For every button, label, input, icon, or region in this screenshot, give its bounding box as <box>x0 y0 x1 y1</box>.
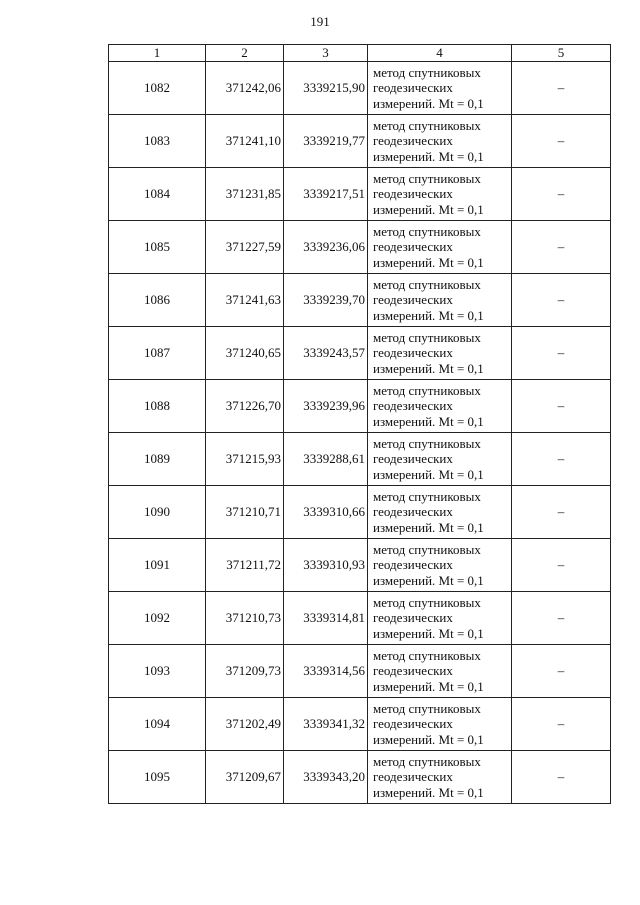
method-line: метод спутниковых <box>373 382 481 398</box>
x-coordinate-cell: 371241,63 <box>206 274 284 327</box>
method-cell <box>368 486 512 539</box>
table-row <box>109 751 611 804</box>
table-row <box>109 433 611 486</box>
method-cell <box>368 168 512 221</box>
method-line: метод спутниковых <box>373 647 481 663</box>
table-row <box>109 592 611 645</box>
x-coordinate-cell: 371226,70 <box>206 380 284 433</box>
point-number-cell: 1084 <box>109 168 206 221</box>
note-cell: – <box>512 539 611 592</box>
table-row <box>109 168 611 221</box>
y-coordinate-cell: 3339343,20 <box>284 751 368 804</box>
method-line: геодезических <box>373 504 453 520</box>
method-line: метод спутниковых <box>373 435 481 451</box>
method-line: измерений. Mt = 0,1 <box>373 572 484 588</box>
method-line: метод спутниковых <box>373 170 481 186</box>
method-cell <box>368 539 512 592</box>
point-number-cell: 1085 <box>109 221 206 274</box>
method-line: измерений. Mt = 0,1 <box>373 625 484 641</box>
y-coordinate-cell: 3339288,61 <box>284 433 368 486</box>
point-number-cell: 1082 <box>109 62 206 115</box>
table-row <box>109 274 611 327</box>
note-cell: – <box>512 380 611 433</box>
method-line: метод спутниковых <box>373 594 481 610</box>
method-line: измерений. Mt = 0,1 <box>373 784 484 800</box>
point-number-cell: 1093 <box>109 645 206 698</box>
x-coordinate-cell: 371241,10 <box>206 115 284 168</box>
column-header-2: 2 <box>206 45 284 62</box>
method-line: геодезических <box>373 133 453 149</box>
method-cell <box>368 751 512 804</box>
method-cell <box>368 327 512 380</box>
x-coordinate-cell: 371211,72 <box>206 539 284 592</box>
y-coordinate-cell: 3339217,51 <box>284 168 368 221</box>
method-line: измерений. Mt = 0,1 <box>373 413 484 429</box>
table-row <box>109 539 611 592</box>
column-header-4: 4 <box>368 45 512 62</box>
table-row <box>109 380 611 433</box>
method-line: геодезических <box>373 716 453 732</box>
method-line: геодезических <box>373 769 453 785</box>
note-cell: – <box>512 168 611 221</box>
column-header-3: 3 <box>284 45 368 62</box>
method-cell <box>368 698 512 751</box>
method-line: метод спутниковых <box>373 276 481 292</box>
method-cell <box>368 62 512 115</box>
point-number-cell: 1094 <box>109 698 206 751</box>
y-coordinate-cell: 3339314,56 <box>284 645 368 698</box>
method-line: измерений. Mt = 0,1 <box>373 254 484 270</box>
note-cell: – <box>512 327 611 380</box>
y-coordinate-cell: 3339310,66 <box>284 486 368 539</box>
method-line: измерений. Mt = 0,1 <box>373 95 484 111</box>
point-number-cell: 1083 <box>109 115 206 168</box>
note-cell: – <box>512 645 611 698</box>
point-number-cell: 1089 <box>109 433 206 486</box>
method-cell <box>368 433 512 486</box>
y-coordinate-cell: 3339243,57 <box>284 327 368 380</box>
method-line: геодезических <box>373 80 453 96</box>
method-line: геодезических <box>373 451 453 467</box>
method-line: метод спутниковых <box>373 488 481 504</box>
point-number-cell: 1088 <box>109 380 206 433</box>
note-cell: – <box>512 486 611 539</box>
method-line: измерений. Mt = 0,1 <box>373 678 484 694</box>
note-cell: – <box>512 751 611 804</box>
table-row <box>109 327 611 380</box>
point-number-cell: 1091 <box>109 539 206 592</box>
table-row <box>109 62 611 115</box>
method-line: измерений. Mt = 0,1 <box>373 731 484 747</box>
table-row <box>109 115 611 168</box>
method-cell <box>368 592 512 645</box>
method-line: геодезических <box>373 398 453 414</box>
point-number-cell: 1087 <box>109 327 206 380</box>
x-coordinate-cell: 371227,59 <box>206 221 284 274</box>
y-coordinate-cell: 3339219,77 <box>284 115 368 168</box>
y-coordinate-cell: 3339314,81 <box>284 592 368 645</box>
method-line: метод спутниковых <box>373 329 481 345</box>
x-coordinate-cell: 371242,06 <box>206 62 284 115</box>
point-number-cell: 1092 <box>109 592 206 645</box>
y-coordinate-cell: 3339236,06 <box>284 221 368 274</box>
method-line: геодезических <box>373 186 453 202</box>
column-header-5: 5 <box>512 45 611 62</box>
method-line: геодезических <box>373 292 453 308</box>
method-cell <box>368 645 512 698</box>
y-coordinate-cell: 3339215,90 <box>284 62 368 115</box>
note-cell: – <box>512 115 611 168</box>
method-cell <box>368 221 512 274</box>
method-line: геодезических <box>373 239 453 255</box>
method-cell <box>368 274 512 327</box>
method-line: измерений. Mt = 0,1 <box>373 466 484 482</box>
x-coordinate-cell: 371215,93 <box>206 433 284 486</box>
point-number-cell: 1095 <box>109 751 206 804</box>
table-row <box>109 221 611 274</box>
method-line: измерений. Mt = 0,1 <box>373 201 484 217</box>
table-row <box>109 698 611 751</box>
table-row <box>109 645 611 698</box>
page-number: 191 <box>310 14 330 29</box>
method-line: метод спутниковых <box>373 700 481 716</box>
method-line: метод спутниковых <box>373 64 481 80</box>
method-line: измерений. Mt = 0,1 <box>373 307 484 323</box>
method-cell <box>368 380 512 433</box>
method-line: метод спутниковых <box>373 223 481 239</box>
method-line: геодезических <box>373 663 453 679</box>
note-cell: – <box>512 221 611 274</box>
point-number-cell: 1086 <box>109 274 206 327</box>
x-coordinate-cell: 371231,85 <box>206 168 284 221</box>
point-number-cell: 1090 <box>109 486 206 539</box>
column-header-1: 1 <box>109 45 206 62</box>
table-row <box>109 486 611 539</box>
method-cell <box>368 115 512 168</box>
x-coordinate-cell: 371210,73 <box>206 592 284 645</box>
x-coordinate-cell: 371209,73 <box>206 645 284 698</box>
y-coordinate-cell: 3339310,93 <box>284 539 368 592</box>
method-line: измерений. Mt = 0,1 <box>373 519 484 535</box>
x-coordinate-cell: 371210,71 <box>206 486 284 539</box>
x-coordinate-cell: 371209,67 <box>206 751 284 804</box>
note-cell: – <box>512 62 611 115</box>
y-coordinate-cell: 3339239,96 <box>284 380 368 433</box>
y-coordinate-cell: 3339341,32 <box>284 698 368 751</box>
method-line: метод спутниковых <box>373 753 481 769</box>
x-coordinate-cell: 371240,65 <box>206 327 284 380</box>
method-line: геодезических <box>373 557 453 573</box>
note-cell: – <box>512 592 611 645</box>
method-line: измерений. Mt = 0,1 <box>373 148 484 164</box>
x-coordinate-cell: 371202,49 <box>206 698 284 751</box>
note-cell: – <box>512 433 611 486</box>
method-line: метод спутниковых <box>373 117 481 133</box>
method-line: геодезических <box>373 345 453 361</box>
method-line: геодезических <box>373 610 453 626</box>
coordinates-table <box>108 44 611 804</box>
method-line: измерений. Mt = 0,1 <box>373 360 484 376</box>
method-line: метод спутниковых <box>373 541 481 557</box>
table-header-row <box>109 45 611 62</box>
y-coordinate-cell: 3339239,70 <box>284 274 368 327</box>
note-cell: – <box>512 274 611 327</box>
note-cell: – <box>512 698 611 751</box>
coordinates-table-body <box>109 45 611 804</box>
